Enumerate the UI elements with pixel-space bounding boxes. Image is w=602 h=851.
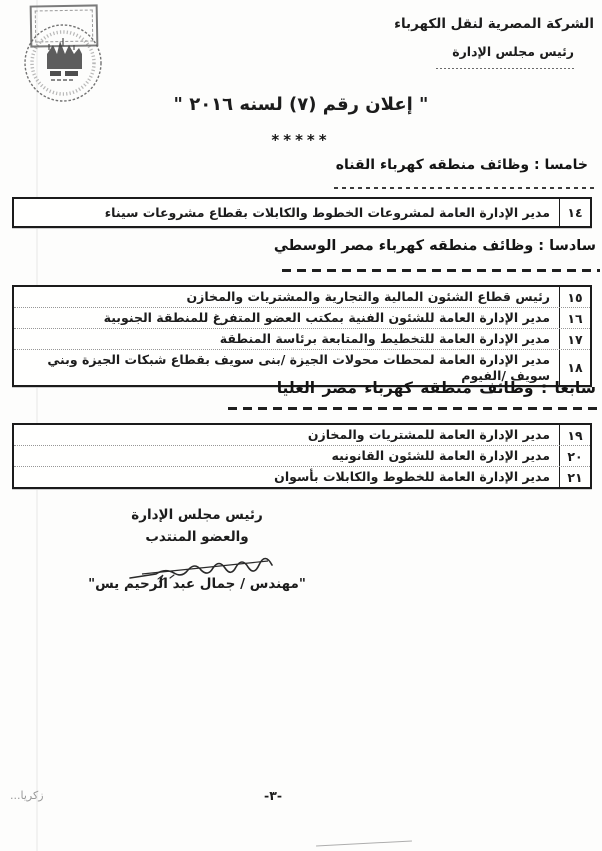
section-heading-upper-egypt-zone: سابعا : وظائف منطقه كهرباء مصر العليا <box>276 379 596 397</box>
signatory-name: "مهندس / جمال عبد الرحيم يس" <box>88 576 306 592</box>
table-row <box>14 287 590 307</box>
job-title: رئيس قطاع الشئون المالية والتجارية والمشتريات والمخازن <box>186 289 550 305</box>
row-number: ٢١ <box>559 467 590 487</box>
section-heading-middle-egypt-zone: سادسا : وظائف منطقه كهرباء مصر الوسطي <box>273 238 596 254</box>
row-number: ١٩ <box>559 425 590 445</box>
footer-handwritten-note: زكريا... <box>10 789 44 802</box>
table-row <box>14 199 590 226</box>
role-underline <box>436 68 574 69</box>
row-number: ١٨ <box>559 350 590 385</box>
row-number: ١٧ <box>559 329 590 349</box>
scan-corner-artifact <box>316 840 412 846</box>
section-divider <box>282 269 600 272</box>
row-number: ١٤ <box>559 199 590 226</box>
table-row <box>14 328 590 349</box>
row-number: ٢٠ <box>559 446 590 466</box>
table-row <box>14 466 590 487</box>
jobs-table-upper-egypt-zone <box>12 423 592 489</box>
row-number: ١٥ <box>559 287 590 307</box>
job-title: مدير الإدارة العامة للخطوط والكابلات بأسوان <box>274 469 550 485</box>
signatory-role-line1: رئيس مجلس الإدارة <box>131 507 263 523</box>
job-title: مدير الإدارة العامة للشئون القانونيه <box>331 448 550 464</box>
jobs-table-canal-zone <box>12 197 592 228</box>
company-name: الشركة المصرية لنقل الكهرباء <box>394 16 594 32</box>
jobs-table-middle-egypt-zone <box>12 285 592 387</box>
job-title: مدير الإدارة العامة لمشروعات الخطوط والكابلات بقطاع مشروعات سيناء <box>104 204 550 220</box>
job-title: مدير الإدارة العامة لمحطات محولات الجيزة /بنى سويف بقطاع شبكات الجيزة وبني سويف /الفيوم <box>47 352 550 383</box>
table-row <box>14 445 590 466</box>
signatory-role-line2: والعضو المنتدب <box>145 529 249 545</box>
announcement-title: " إعلان رقم (٧) لسنه ٢٠١٦ " <box>173 94 429 115</box>
row-number: ١٦ <box>559 308 590 328</box>
page-number: -٣- <box>264 788 283 803</box>
section-heading-canal-zone: خامسا : وظائف منطقه كهرباء القناه <box>335 157 588 173</box>
table-row <box>14 425 590 445</box>
section-divider <box>334 187 594 189</box>
table-row <box>14 307 590 328</box>
issuer-role: رئيس مجلس الإدارة <box>452 44 574 59</box>
job-title: مدير الإدارة العامة للمشتريات والمخازن <box>307 427 550 443</box>
job-title: مدير الإدارة العامة للشئون الفنية بمكتب العضو المتفرغ للمنطقة الجنوبية <box>103 310 550 326</box>
signature-block <box>60 504 334 592</box>
stars-separator: ***** <box>271 131 331 149</box>
job-title: مدير الإدارة العامة للتخطيط والمتابعة برئاسة المنطقة <box>219 331 550 347</box>
section-divider <box>228 407 600 410</box>
company-seal-icon <box>22 22 104 104</box>
